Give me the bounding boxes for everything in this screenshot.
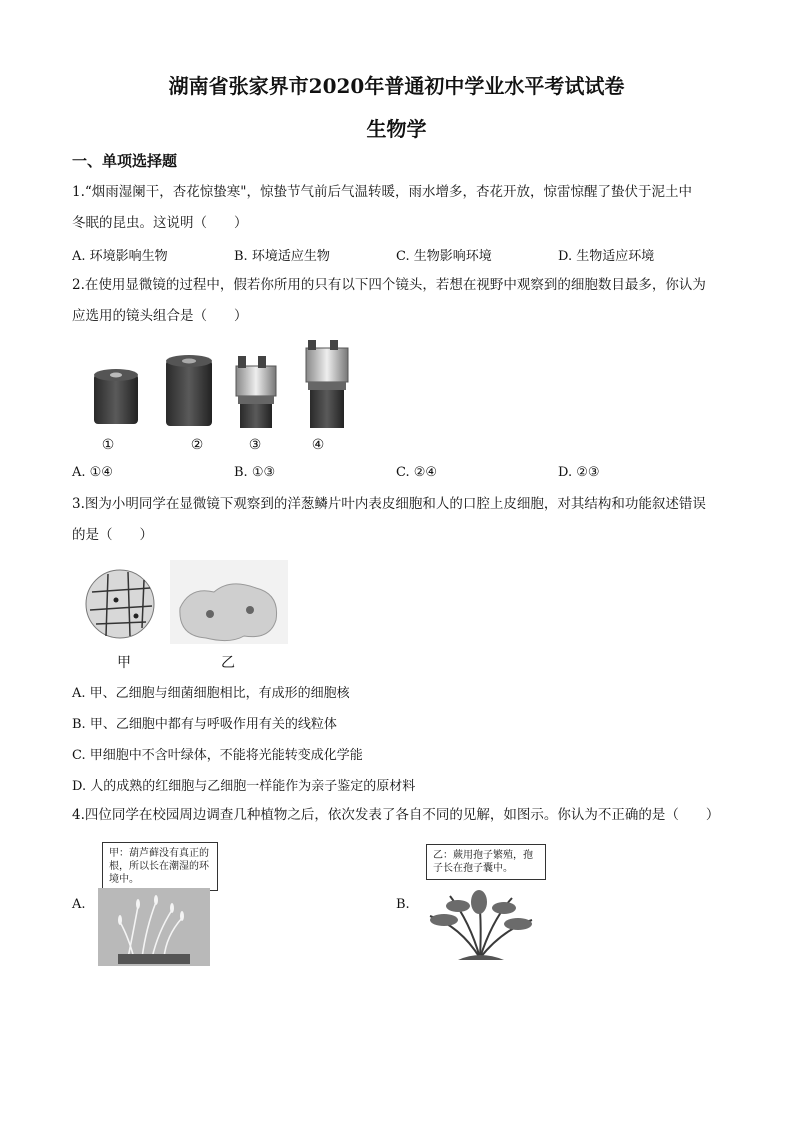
cell-figure	[80, 558, 290, 646]
lens-3-icon	[236, 356, 276, 428]
lens-figure	[80, 338, 370, 438]
option-c[interactable]: C. ②④	[396, 465, 438, 480]
option-a[interactable]: A. 甲、乙细胞与细菌细胞相比，有成形的细胞核	[72, 686, 350, 701]
page-title: 湖南省张家界市2020年普通初中学业水平考试试卷	[168, 74, 625, 98]
lens-1-icon	[94, 369, 138, 424]
speech-bubble-b: 乙：蕨用孢子繁殖，孢子长在孢子囊中。	[426, 844, 546, 880]
speech-bubble-a: 甲：葫芦藓没有真正的根，所以长在潮湿的环境中。	[102, 842, 218, 891]
cell-label-jia: 甲	[117, 655, 131, 671]
question-text: 1.“烟雨湿阑干，杏花惊蛰寒"，惊蛰节气前后气温转暖，雨水增多，杏花开放，惊雷惊醒了蛰伏于泥土中	[72, 184, 692, 200]
lens-label-2: ②	[190, 437, 204, 453]
lens-4-icon	[306, 340, 348, 428]
section-heading: 一、单项选择题	[72, 152, 178, 170]
option-a[interactable]: A. ①④	[72, 465, 113, 480]
option-b[interactable]: B.	[396, 897, 410, 912]
question-4: 4.四位同学在校园周边调查几种植物之后，依次发表了各自不同的见解，如图示。你认为不正确的是（ ）	[72, 807, 720, 823]
page-subtitle: 生物学	[366, 117, 427, 141]
moss-photo-icon	[98, 888, 210, 966]
option-b[interactable]: B. 甲、乙细胞中都有与呼吸作用有关的线粒体	[72, 717, 337, 732]
fern-photo-icon	[420, 886, 540, 966]
option-c[interactable]: C. 甲细胞中不含叶绿体，不能将光能转变成化学能	[72, 748, 363, 763]
option-d[interactable]: D. 人的成熟的红细胞与乙细胞一样能作为亲子鉴定的原材料	[72, 779, 416, 794]
option-b[interactable]: B. ①③	[234, 465, 276, 480]
question-text: 3.图为小明同学在显微镜下观察到的洋葱鳞片叶内表皮细胞和人的口腔上皮细胞，对其结构和功能叙述错误	[72, 496, 706, 512]
lens-label-4: ④	[311, 437, 325, 453]
question-text: 冬眠的昆虫。这说明（ ）	[72, 215, 248, 231]
question-2	[72, 270, 722, 332]
question-text: 2.在使用显微镜的过程中，假若你所用的只有以下四个镜头，若想在视野中观察到的细胞数目最多，你认为	[72, 277, 706, 293]
onion-cells-icon	[86, 570, 154, 638]
option-d[interactable]: D. 生物适应环境	[558, 249, 655, 264]
option-a[interactable]: A.	[72, 897, 86, 912]
option-a[interactable]: A. 环境影响生物	[72, 249, 168, 264]
lens-label-3: ③	[248, 437, 262, 453]
question-3	[72, 489, 722, 551]
option-d[interactable]: D. ②③	[558, 465, 600, 480]
option-c[interactable]: C. 生物影响环境	[396, 249, 492, 264]
question-text: 应选用的镜头组合是（ ）	[72, 308, 248, 324]
lens-2-icon	[166, 355, 212, 426]
question-1	[72, 177, 722, 239]
cell-label-yi: 乙	[221, 655, 235, 671]
lens-label-1: ①	[101, 437, 115, 453]
question-text: 的是（ ）	[72, 527, 153, 543]
cheek-cells-icon	[170, 560, 288, 644]
option-b[interactable]: B. 环境适应生物	[234, 249, 330, 264]
